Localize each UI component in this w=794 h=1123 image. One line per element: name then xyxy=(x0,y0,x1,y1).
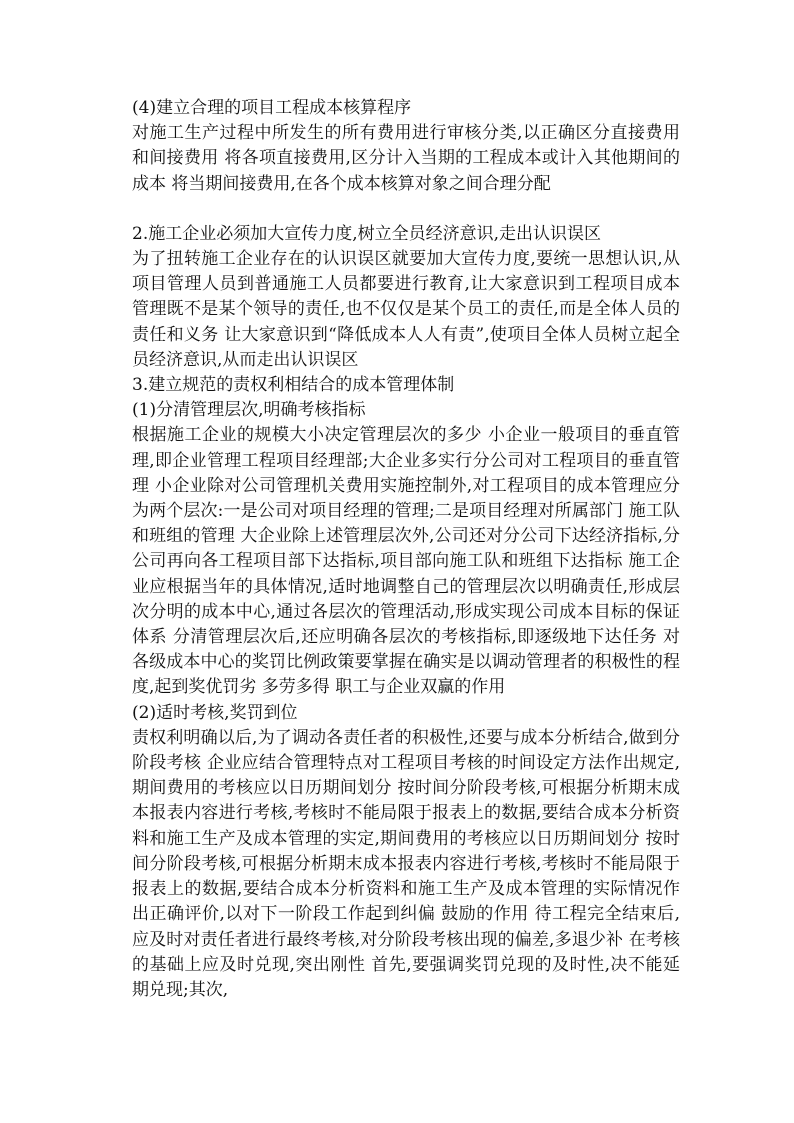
section-heading: (4)建立合理的项目工程成本核算程序 xyxy=(132,98,412,118)
section-heading: 2.施工企业必须加大宣传力度,树立全员经济意识,走出认识误区 xyxy=(132,223,602,244)
body-paragraph: 对施工生产过程中所发生的所有费用进行审核分类,以正确区分直接费用和间接费用 将各项直接费用,区分计入当期的工程成本或计入其他期间的成本 将当期间接费用,在各个成本核算对象之间合理分配 xyxy=(132,123,680,194)
section-heading: 3.建立规范的责权利相结合的成本管理体制 xyxy=(132,375,455,396)
body-paragraph: 根据施工企业的规模大小决定管理层次的多少 小企业一般项目的垂直管理,即企业管理工程项目经理部;大企业多实行分公司对工程项目的垂直管理 小企业除对公司管理机关费用实施控制外,对工程项目的成本管理应分为两个层次:一是公司对项目经理的管理;二是项目经理对所属部门 施工队和班组的管理 大企业除上述管理层次外,公司还对分公司下达经济指标,分公司再向各工程项目部下达指标,项目部向施工队和班组下达指标 施工企业应根据当年的具体情况,适时地调整自己的管理层次以明确责任,形成层次分明的成本中心,通过各层次的管理活动,形成实现公司成本目标的保证体系 分清管理层次后,还应明确各层次的考核指标,即逐级地下达任务 对各级成本中心的奖罚比例政策要掌握在确实是以调动管理者的积极性的程度,起到奖优罚劣 多劳多得 职工与企业双赢的作用 xyxy=(132,425,680,698)
document-page xyxy=(120,96,680,1003)
subsection-heading: (2)适时考核,奖罚到位 xyxy=(132,702,298,723)
body-paragraph: 为了扭转施工企业存在的认识误区就要加大宣传力度,要统一思想认识,从项目管理人员到普通施工人员都要进行教育,让大家意识到工程项目成本管理既不是某个领导的责任,也不仅仅是某个员工的责任,而是全体人员的责任和义务 让大家意识到“降低成本人人有责”,使项目全体人员树立起全员经济意识,从而走出认识误区 xyxy=(132,249,680,370)
paragraph-gap xyxy=(120,197,680,222)
subsection-heading: (1)分清管理层次,明确考核指标 xyxy=(132,400,366,421)
body-paragraph: 责权利明确以后,为了调动各责任者的积极性,还要与成本分析结合,做到分阶段考核 企业应结合管理特点对工程项目考核的时间设定方法作出规定,期间费用的考核应以日历期间划分 按时间分阶段考核,可根据分析期末成本报表内容进行考核,考核时不能局限于报表上的数据,要结合成本分析资料和施工生产及成本管理的实定,期间费用的考核应以日历期间划分 按时间分阶段考核,可根据分析期末成本报表内容进行考核,考核时不能局限于报表上的数据,要结合成本分析资料和施工生产及成本管理的实际情况作出正确评价,以对下一阶段工作起到纠偏 鼓励的作用 待工程完全结束后,应及时对责任者进行最终考核,对分阶段考核出现的偏差,多退少补 在考核的基础上应及时兑现,突出刚性 首先,要强调奖罚兑现的及时性,决不能延期兑现;其次, xyxy=(132,727,680,1000)
